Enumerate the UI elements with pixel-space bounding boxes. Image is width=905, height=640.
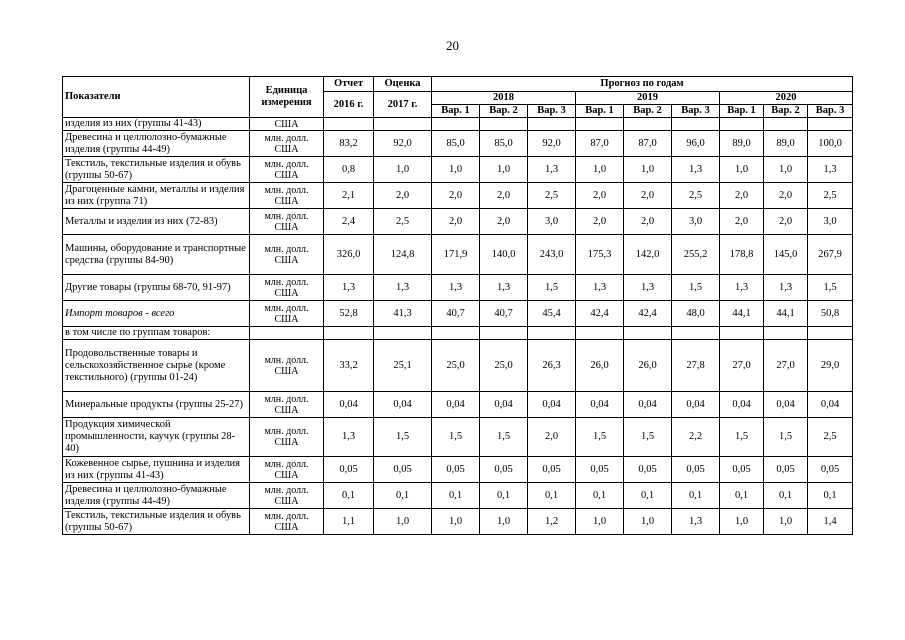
row-value-cell — [624, 118, 672, 131]
row-value-cell: 1,5 — [432, 418, 480, 457]
row-value-cell: 1,5 — [624, 418, 672, 457]
row-value-cell: 2,0 — [764, 209, 808, 235]
row-value-cell: 1,0 — [624, 509, 672, 535]
row-value-cell: 0,05 — [324, 457, 374, 483]
row-value-cell: 1,3 — [672, 157, 720, 183]
row-unit: млн. долл. США — [250, 131, 324, 157]
row-value-cell: 0,1 — [324, 483, 374, 509]
row-value-cell — [720, 118, 764, 131]
row-value-cell: 89,0 — [720, 131, 764, 157]
row-value-cell — [672, 327, 720, 340]
row-value-cell: 1,5 — [764, 418, 808, 457]
header-unit: Единица измерения — [250, 77, 324, 118]
row-value-cell — [480, 327, 528, 340]
row-value-cell: 0,05 — [808, 457, 853, 483]
row-value-cell: 140,0 — [480, 235, 528, 275]
row-value-cell: 171,9 — [432, 235, 480, 275]
row-value-cell: 96,0 — [672, 131, 720, 157]
row-value-cell: 267,9 — [808, 235, 853, 275]
row-value-cell: 50,8 — [808, 301, 853, 327]
row-value-cell: 85,0 — [432, 131, 480, 157]
row-value-cell: 1,5 — [374, 418, 432, 457]
table-row — [63, 131, 853, 157]
row-value-cell: 124,8 — [374, 235, 432, 275]
row-value-cell: 1,3 — [480, 275, 528, 301]
row-value-cell: 145,0 — [764, 235, 808, 275]
row-value-cell: 52,8 — [324, 301, 374, 327]
row-value-cell: 0,05 — [720, 457, 764, 483]
row-value-cell: 2,0 — [576, 183, 624, 209]
row-value-cell — [764, 327, 808, 340]
header-year-2019: 2019 — [576, 92, 720, 105]
row-value-cell: 0,1 — [764, 483, 808, 509]
header-variant: Вар. 1 — [720, 105, 764, 118]
row-value-cell: 1,0 — [720, 509, 764, 535]
row-value-cell: 1,3 — [528, 157, 576, 183]
row-value-cell: 1,0 — [624, 157, 672, 183]
header-variant: Вар. 3 — [808, 105, 853, 118]
row-value-cell: 2,5 — [808, 418, 853, 457]
header-variant: Вар. 1 — [576, 105, 624, 118]
row-indicator-name: в том числе по группам товаров: — [63, 327, 250, 340]
row-value-cell: 87,0 — [576, 131, 624, 157]
row-value-cell: 85,0 — [480, 131, 528, 157]
table-row — [63, 183, 853, 209]
header-variant: Вар. 3 — [528, 105, 576, 118]
table-row — [63, 275, 853, 301]
row-value-cell: 1,2 — [528, 509, 576, 535]
row-value-cell: 0,05 — [374, 457, 432, 483]
row-value-cell: 1,3 — [324, 275, 374, 301]
row-value-cell: 1,5 — [480, 418, 528, 457]
row-indicator-name: Минеральные продукты (группы 25-27) — [63, 392, 250, 418]
header-variant: Вар. 1 — [432, 105, 480, 118]
header-variant: Вар. 2 — [624, 105, 672, 118]
row-value-cell: 1,4 — [808, 509, 853, 535]
row-value-cell — [432, 118, 480, 131]
row-value-cell: 1,0 — [432, 509, 480, 535]
row-value-cell: 25,1 — [374, 340, 432, 392]
row-value-cell: 2,0 — [528, 418, 576, 457]
row-value-cell: 178,8 — [720, 235, 764, 275]
row-value-cell — [720, 327, 764, 340]
row-value-cell: 1,3 — [720, 275, 764, 301]
header-forecast: Прогноз по годам — [432, 77, 853, 92]
row-value-cell: 2,1 — [324, 183, 374, 209]
row-value-cell: 42,4 — [624, 301, 672, 327]
row-value-cell: 2,0 — [624, 209, 672, 235]
row-value-cell: 100,0 — [808, 131, 853, 157]
row-unit: млн. долл. США — [250, 209, 324, 235]
row-value-cell: 0,05 — [480, 457, 528, 483]
row-indicator-name: Продовольственные товары и сельскохозяйственное сырье (кроме текстильного) (группы 01-24) — [63, 340, 250, 392]
row-value-cell: 1,5 — [576, 418, 624, 457]
row-value-cell: 0,04 — [324, 392, 374, 418]
row-value-cell: 0,1 — [374, 483, 432, 509]
table-row — [63, 457, 853, 483]
row-value-cell: 2,0 — [480, 183, 528, 209]
row-value-cell: 1,0 — [480, 509, 528, 535]
row-unit: млн. долл. США — [250, 235, 324, 275]
row-value-cell: 0,1 — [672, 483, 720, 509]
row-value-cell: 83,2 — [324, 131, 374, 157]
row-value-cell: 25,0 — [480, 340, 528, 392]
table-row — [63, 157, 853, 183]
row-value-cell: 1,3 — [808, 157, 853, 183]
row-unit: млн. долл. США — [250, 301, 324, 327]
row-value-cell: 27,8 — [672, 340, 720, 392]
row-value-cell: 1,3 — [324, 418, 374, 457]
row-indicator-name: Другие товары (группы 68-70, 91-97) — [63, 275, 250, 301]
row-value-cell: 48,0 — [672, 301, 720, 327]
row-value-cell: 29,0 — [808, 340, 853, 392]
row-value-cell: 92,0 — [528, 131, 576, 157]
row-value-cell: 45,4 — [528, 301, 576, 327]
row-value-cell: 27,0 — [764, 340, 808, 392]
row-value-cell: 0,05 — [764, 457, 808, 483]
row-value-cell: 26,3 — [528, 340, 576, 392]
row-value-cell: 326,0 — [324, 235, 374, 275]
row-value-cell: 1,0 — [764, 509, 808, 535]
row-value-cell: 0,05 — [576, 457, 624, 483]
row-value-cell: 2,0 — [374, 183, 432, 209]
row-value-cell: 175,3 — [576, 235, 624, 275]
header-variant: Вар. 2 — [480, 105, 528, 118]
row-value-cell: 25,0 — [432, 340, 480, 392]
row-value-cell: 2,0 — [432, 183, 480, 209]
row-value-cell: 1,0 — [374, 509, 432, 535]
row-value-cell: 44,1 — [720, 301, 764, 327]
header-estimate-year: 2017 г. — [374, 92, 432, 118]
row-indicator-name: Импорт товаров - всего — [63, 301, 250, 327]
row-value-cell: 1,3 — [576, 275, 624, 301]
row-value-cell — [764, 118, 808, 131]
row-value-cell — [528, 118, 576, 131]
row-value-cell: 92,0 — [374, 131, 432, 157]
row-value-cell: 0,05 — [672, 457, 720, 483]
row-value-cell: 0,05 — [432, 457, 480, 483]
row-value-cell: 41,3 — [374, 301, 432, 327]
row-unit: млн. долл. США — [250, 457, 324, 483]
row-value-cell: 26,0 — [624, 340, 672, 392]
row-value-cell: 243,0 — [528, 235, 576, 275]
row-indicator-name: Драгоценные камни, металлы и изделия из них (группа 71) — [63, 183, 250, 209]
row-value-cell: 0,05 — [624, 457, 672, 483]
table-row — [63, 392, 853, 418]
row-indicator-name: изделия из них (группы 41-43) — [63, 118, 250, 131]
row-indicator-name: Древесина и целлюлозно-бумажные изделия (группы 44-49) — [63, 483, 250, 509]
row-value-cell: 1,3 — [672, 509, 720, 535]
table-row — [63, 209, 853, 235]
row-value-cell: 2,0 — [624, 183, 672, 209]
row-value-cell: 1,0 — [374, 157, 432, 183]
row-value-cell — [576, 118, 624, 131]
header-variant: Вар. 2 — [764, 105, 808, 118]
row-unit: млн. долл. США — [250, 392, 324, 418]
row-value-cell: 40,7 — [432, 301, 480, 327]
row-value-cell: 1,5 — [672, 275, 720, 301]
row-value-cell: 1,0 — [576, 157, 624, 183]
row-value-cell: 0,1 — [624, 483, 672, 509]
row-value-cell: 1,3 — [624, 275, 672, 301]
header-estimate: Оценка — [374, 77, 432, 92]
row-value-cell: 1,3 — [432, 275, 480, 301]
row-value-cell: 42,4 — [576, 301, 624, 327]
row-value-cell: 1,5 — [720, 418, 764, 457]
row-value-cell — [576, 327, 624, 340]
row-value-cell: 2,5 — [808, 183, 853, 209]
row-value-cell: 1,3 — [374, 275, 432, 301]
row-value-cell: 255,2 — [672, 235, 720, 275]
row-value-cell: 87,0 — [624, 131, 672, 157]
row-value-cell: 0,04 — [480, 392, 528, 418]
row-indicator-name: Продукция химической промышленности, каучук (группы 28-40) — [63, 418, 250, 457]
row-value-cell: 0,04 — [764, 392, 808, 418]
header-indicators: Показатели — [63, 77, 250, 118]
row-value-cell: 1,0 — [576, 509, 624, 535]
row-value-cell: 0,04 — [624, 392, 672, 418]
row-value-cell — [624, 327, 672, 340]
row-value-cell: 0,04 — [432, 392, 480, 418]
row-value-cell — [324, 327, 374, 340]
row-value-cell: 3,0 — [808, 209, 853, 235]
row-value-cell: 44,1 — [764, 301, 808, 327]
row-value-cell: 0,1 — [808, 483, 853, 509]
row-value-cell: 1,3 — [764, 275, 808, 301]
row-value-cell: 1,5 — [528, 275, 576, 301]
row-value-cell: 2,5 — [374, 209, 432, 235]
row-unit: млн. долл. США — [250, 183, 324, 209]
header-report-year: 2016 г. — [324, 92, 374, 118]
row-value-cell: 27,0 — [720, 340, 764, 392]
row-value-cell: 33,2 — [324, 340, 374, 392]
row-value-cell: 3,0 — [528, 209, 576, 235]
table-body — [63, 118, 853, 535]
header-report: Отчет — [324, 77, 374, 92]
row-value-cell: 0,05 — [528, 457, 576, 483]
row-indicator-name: Текстиль, текстильные изделия и обувь (группы 50-67) — [63, 509, 250, 535]
row-value-cell: 1,0 — [480, 157, 528, 183]
row-indicator-name: Металлы и изделия из них (72-83) — [63, 209, 250, 235]
forecast-table — [62, 76, 853, 535]
header-variant: Вар. 3 — [672, 105, 720, 118]
row-unit: млн. долл. США — [250, 157, 324, 183]
row-value-cell: 0,8 — [324, 157, 374, 183]
row-value-cell: 0,1 — [480, 483, 528, 509]
row-value-cell: 40,7 — [480, 301, 528, 327]
row-value-cell: 2,2 — [672, 418, 720, 457]
row-value-cell: 2,0 — [720, 209, 764, 235]
row-value-cell: 1,0 — [764, 157, 808, 183]
row-value-cell: 1,0 — [720, 157, 764, 183]
row-value-cell — [324, 118, 374, 131]
row-value-cell: 2,0 — [432, 209, 480, 235]
row-value-cell: 2,0 — [576, 209, 624, 235]
header-year-2018: 2018 — [432, 92, 576, 105]
table-row — [63, 418, 853, 457]
row-value-cell: 2,0 — [764, 183, 808, 209]
row-value-cell: 0,04 — [720, 392, 764, 418]
row-value-cell: 0,1 — [528, 483, 576, 509]
row-value-cell: 0,04 — [576, 392, 624, 418]
row-unit: США — [250, 118, 324, 131]
row-unit: млн. долл. США — [250, 275, 324, 301]
table-row — [63, 235, 853, 275]
row-value-cell: 89,0 — [764, 131, 808, 157]
row-unit: млн. долл. США — [250, 418, 324, 457]
row-value-cell: 2,0 — [720, 183, 764, 209]
row-value-cell: 0,1 — [720, 483, 764, 509]
row-value-cell: 0,04 — [374, 392, 432, 418]
row-value-cell — [672, 118, 720, 131]
row-indicator-name: Текстиль, текстильные изделия и обувь (группы 50-67) — [63, 157, 250, 183]
row-value-cell: 2,5 — [528, 183, 576, 209]
row-value-cell: 142,0 — [624, 235, 672, 275]
row-value-cell: 0,04 — [672, 392, 720, 418]
row-value-cell: 0,1 — [576, 483, 624, 509]
table-row — [63, 483, 853, 509]
row-indicator-name: Кожевенное сырье, пушнина и изделия из них (группы 41-43) — [63, 457, 250, 483]
row-value-cell: 0,04 — [808, 392, 853, 418]
row-indicator-name: Древесина и целлюлозно-бумажные изделия (группы 44-49) — [63, 131, 250, 157]
row-value-cell: 2,5 — [672, 183, 720, 209]
row-value-cell: 0,1 — [432, 483, 480, 509]
row-value-cell — [528, 327, 576, 340]
row-value-cell: 3,0 — [672, 209, 720, 235]
table-row — [63, 301, 853, 327]
row-value-cell — [432, 327, 480, 340]
row-unit — [250, 327, 324, 340]
row-unit: млн. долл. США — [250, 483, 324, 509]
table-row — [63, 118, 853, 131]
row-value-cell — [808, 118, 853, 131]
table-row — [63, 509, 853, 535]
table-row — [63, 327, 853, 340]
row-value-cell: 1,0 — [432, 157, 480, 183]
row-value-cell — [374, 118, 432, 131]
row-value-cell: 2,0 — [480, 209, 528, 235]
row-value-cell — [808, 327, 853, 340]
row-value-cell: 0,04 — [528, 392, 576, 418]
row-value-cell: 26,0 — [576, 340, 624, 392]
row-unit: млн. долл. США — [250, 340, 324, 392]
row-value-cell: 1,1 — [324, 509, 374, 535]
page-number: 20 — [446, 38, 459, 53]
row-value-cell: 1,5 — [808, 275, 853, 301]
row-unit: млн. долл. США — [250, 509, 324, 535]
table-row — [63, 340, 853, 392]
header-year-2020: 2020 — [720, 92, 853, 105]
row-value-cell — [480, 118, 528, 131]
row-value-cell — [374, 327, 432, 340]
row-value-cell: 2,4 — [324, 209, 374, 235]
row-indicator-name: Машины, оборудование и транспортные средства (группы 84-90) — [63, 235, 250, 275]
